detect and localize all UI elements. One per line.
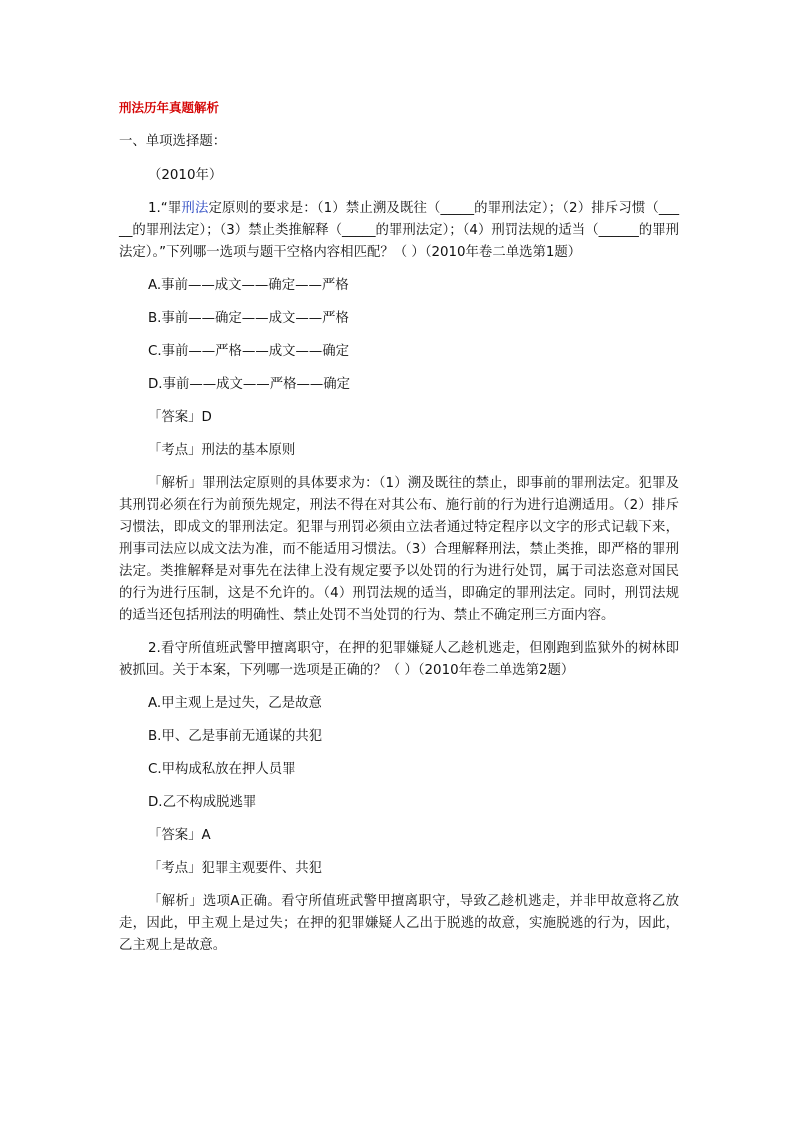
q1-option-d: D.事前——成文——严格——确定	[148, 377, 351, 392]
q2-stem: 2.看守所值班武警甲擅离职守，在押的犯罪嫌疑人乙趁机逃走，但刚跑到监狱外的树林即被抓回。关于本案，下列哪一选项是正确的？（ ）（2010年卷二单选第2题）	[119, 641, 679, 678]
q1-stem	[119, 198, 679, 264]
document-body	[119, 98, 679, 968]
q1-analysis: 「解析」罪刑法定原则的具体要求为：（1）溯及既往的禁止，即事前的罪刑法定。犯罪及其刑罚必须在行为前预先规定，刑法不得在对其公布、施行前的行为进行追溯适用。（2）排斥习惯法，即成文的罪刑法定。犯罪与刑罚必须由立法者通过特定程序以文字的形式记载下来，刑事司法应以成文法为准，而不能适用习惯法。（3）合理解释刑法，禁止类推，即严格的罪刑法定。类推解释是对事先在法律上没有规定要予以处罚的行为进行处罚，属于司法恣意对国民的行为进行压制，这是不允许的。（4）刑罚法规的适当，即确定的罪刑法定。同时，刑罚法规的适当还包括刑法的明确性、禁止处罚不当处罚的行为、禁止不确定刑三方面内容。	[119, 476, 679, 623]
q2-option-c: C.甲构成私放在押人员罪	[148, 762, 296, 777]
q2-answer: 「答案」A	[148, 828, 211, 843]
q1-stem-before-link: 1.“罪	[148, 201, 182, 216]
q1-answer: 「答案」D	[148, 410, 212, 425]
q1-stem-link[interactable]: 刑法	[181, 201, 209, 216]
q2-analysis: 「解析」选项A正确。看守所值班武警甲擅离职守，导致乙趁机逃走，并非甲故意将乙放走，因此，甲主观上是过失；在押的犯罪嫌疑人乙出于脱逃的故意，实施脱逃的行为，因此，乙主观上是故意。	[119, 894, 679, 953]
q1-option-c: C.事前——严格——成文——确定	[148, 344, 350, 359]
q1-point: 「考点」刑法的基本原则	[148, 443, 296, 458]
q2-option-d: D.乙不构成脱逃罪	[148, 795, 257, 810]
q1-option-a: A.事前——成文——确定——严格	[148, 278, 349, 293]
doc-title: 刑法历年真题解析	[119, 100, 220, 115]
year-label: （2010年）	[148, 168, 223, 183]
q1-stem-after-link: 定原则的要求是：（1）禁止溯及既往（_____的罪刑法定）；（2）排斥习惯（_____的罪刑法定）；（3）禁止类推解释（_____的罪刑法定）；（4）刑罚法规的适当（______的罪刑法定）。”下列哪一选项与题干空格内容相匹配？（ ）（2010年卷二单选第1题）	[119, 201, 680, 260]
q2-option-a: A.甲主观上是过失，乙是故意	[148, 696, 322, 711]
q1-option-b: B.事前——确定——成文——严格	[148, 311, 349, 326]
section-heading: 一、单项选择题：	[119, 134, 227, 149]
q2-point: 「考点」犯罪主观要件、共犯	[148, 861, 323, 876]
q2-option-b: B.甲、乙是事前无通谋的共犯	[148, 729, 323, 744]
